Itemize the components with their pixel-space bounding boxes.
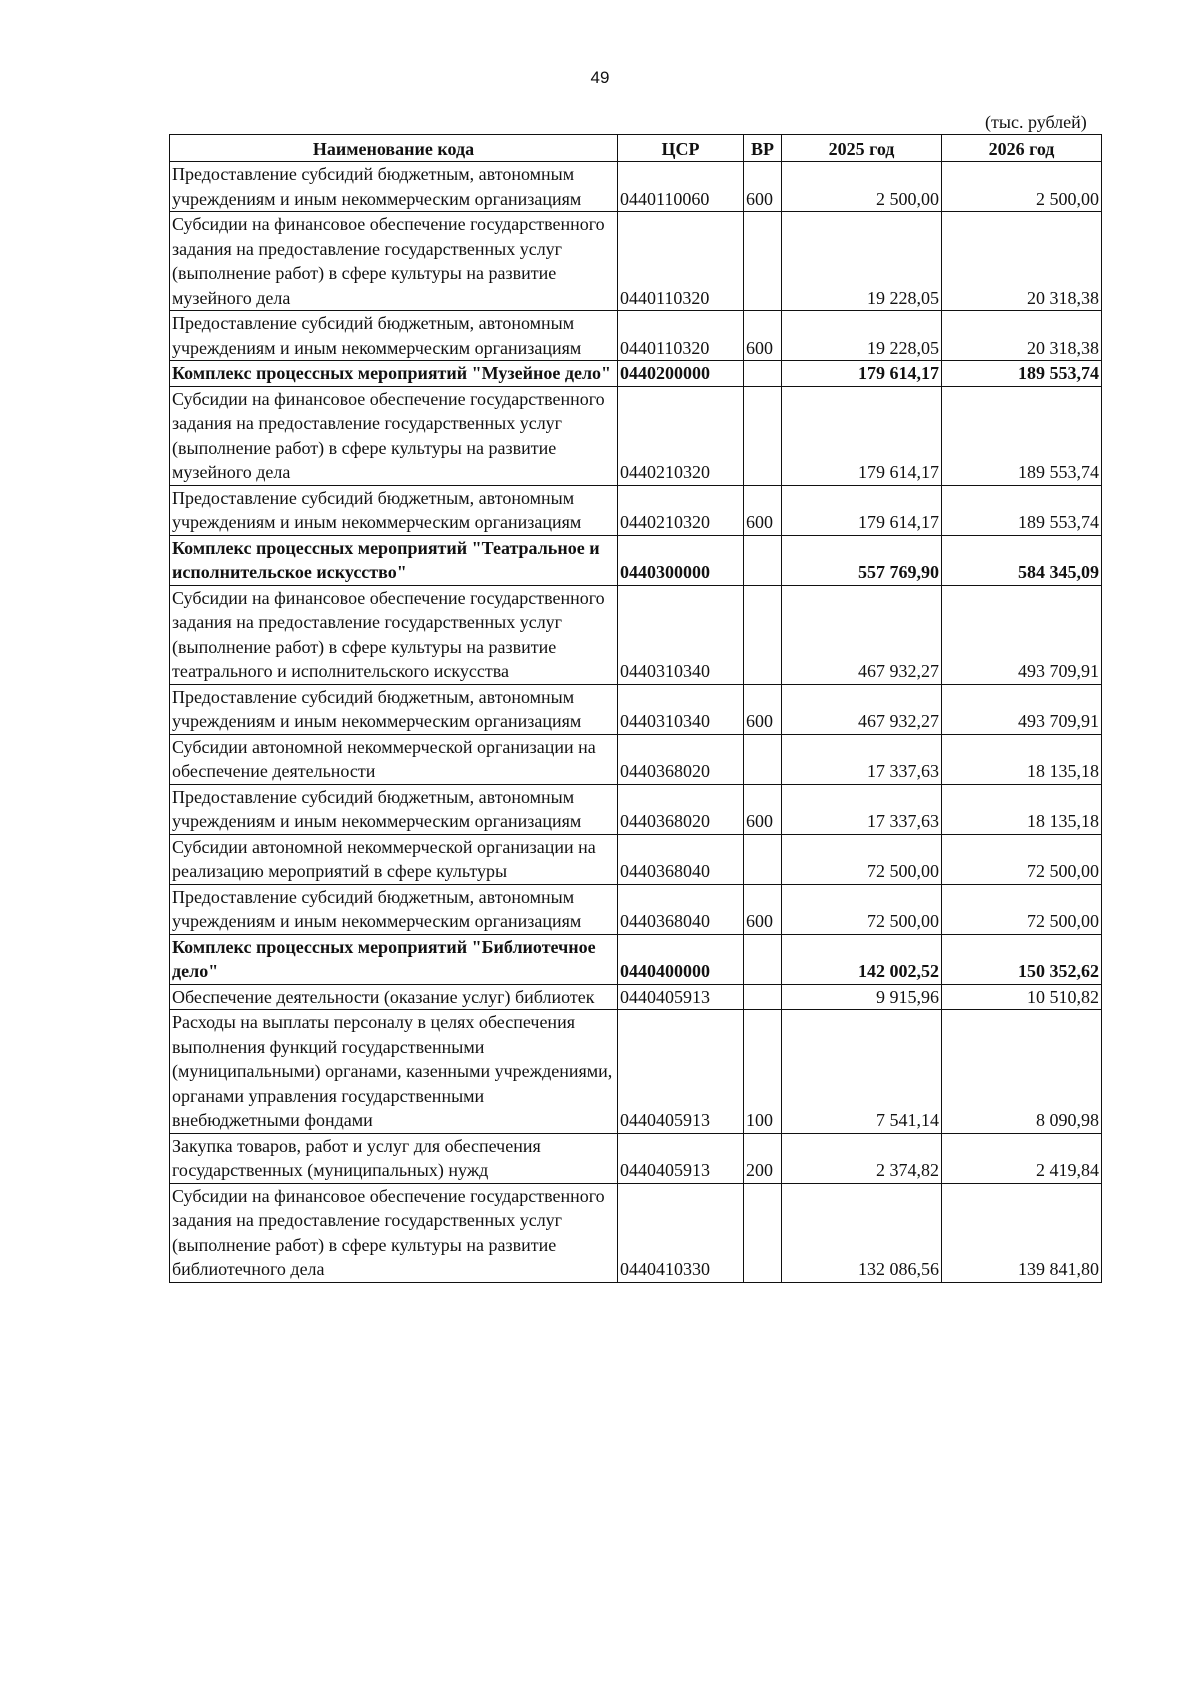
table-row xyxy=(170,361,1102,387)
table-row xyxy=(170,934,1102,984)
cell-csr: 0440368020 xyxy=(618,784,744,834)
cell-2025: 179 614,17 xyxy=(782,386,942,485)
table-row xyxy=(170,784,1102,834)
cell-vr xyxy=(744,361,782,387)
cell-2026: 72 500,00 xyxy=(942,884,1102,934)
cell-name: Предоставление субсидий бюджетным, автономным учреждениям и иным некоммерческим организациям xyxy=(170,162,618,212)
cell-vr: 600 xyxy=(744,784,782,834)
cell-name: Предоставление субсидий бюджетным, автономным учреждениям и иным некоммерческим организациям xyxy=(170,784,618,834)
table-row xyxy=(170,585,1102,684)
cell-2026: 584 345,09 xyxy=(942,535,1102,585)
table-row xyxy=(170,162,1102,212)
cell-name: Предоставление субсидий бюджетным, автономным учреждениям и иным некоммерческим организациям xyxy=(170,684,618,734)
table-row xyxy=(170,984,1102,1010)
header-vr: ВР xyxy=(744,135,782,162)
table-row xyxy=(170,1183,1102,1282)
header-2025: 2025 год xyxy=(782,135,942,162)
cell-2026: 20 318,38 xyxy=(942,311,1102,361)
cell-2025: 467 932,27 xyxy=(782,585,942,684)
cell-name: Комплекс процессных мероприятий "Библиотечное дело" xyxy=(170,934,618,984)
cell-2025: 9 915,96 xyxy=(782,984,942,1010)
cell-vr xyxy=(744,934,782,984)
cell-2026: 2 500,00 xyxy=(942,162,1102,212)
cell-vr xyxy=(744,212,782,311)
cell-2025: 132 086,56 xyxy=(782,1183,942,1282)
cell-2026: 72 500,00 xyxy=(942,834,1102,884)
cell-vr xyxy=(744,585,782,684)
cell-2025: 557 769,90 xyxy=(782,535,942,585)
cell-2025: 72 500,00 xyxy=(782,834,942,884)
page-number: 49 xyxy=(590,68,610,87)
table-row xyxy=(170,684,1102,734)
cell-name: Предоставление субсидий бюджетным, автономным учреждениям и иным некоммерческим организациям xyxy=(170,311,618,361)
cell-vr: 600 xyxy=(744,311,782,361)
cell-csr: 0440368040 xyxy=(618,884,744,934)
cell-2025: 2 500,00 xyxy=(782,162,942,212)
cell-name: Предоставление субсидий бюджетным, автономным учреждениям и иным некоммерческим организациям xyxy=(170,485,618,535)
cell-csr: 0440400000 xyxy=(618,934,744,984)
cell-vr xyxy=(744,834,782,884)
cell-csr: 0440310340 xyxy=(618,684,744,734)
cell-name: Расходы на выплаты персоналу в целях обеспечения выполнения функций государственными (муниципальными) органами, казенными учреждениями, органами управления государственными внебюджетными фондами xyxy=(170,1010,618,1134)
cell-csr: 0440210320 xyxy=(618,485,744,535)
cell-name: Субсидии автономной некоммерческой организации на обеспечение деятельности xyxy=(170,734,618,784)
cell-name: Закупка товаров, работ и услуг для обеспечения государственных (муниципальных) нужд xyxy=(170,1133,618,1183)
cell-csr: 0440368020 xyxy=(618,734,744,784)
cell-2025: 19 228,05 xyxy=(782,311,942,361)
header-name: Наименование кода xyxy=(170,135,618,162)
cell-name: Комплекс процессных мероприятий "Театральное и исполнительское искусство" xyxy=(170,535,618,585)
cell-name: Предоставление субсидий бюджетным, автономным учреждениям и иным некоммерческим организациям xyxy=(170,884,618,934)
cell-2025: 17 337,63 xyxy=(782,784,942,834)
table-row xyxy=(170,311,1102,361)
cell-name: Субсидии на финансовое обеспечение государственного задания на предоставление государственных услуг (выполнение работ) в сфере культуры на развитие музейного дела xyxy=(170,386,618,485)
cell-2026: 8 090,98 xyxy=(942,1010,1102,1134)
cell-2025: 179 614,17 xyxy=(782,361,942,387)
table-row xyxy=(170,884,1102,934)
cell-vr: 600 xyxy=(744,884,782,934)
cell-csr: 0440210320 xyxy=(618,386,744,485)
header-csr: ЦСР xyxy=(618,135,744,162)
cell-2026: 18 135,18 xyxy=(942,734,1102,784)
cell-2026: 18 135,18 xyxy=(942,784,1102,834)
cell-vr: 600 xyxy=(744,162,782,212)
cell-2026: 150 352,62 xyxy=(942,934,1102,984)
cell-2025: 7 541,14 xyxy=(782,1010,942,1134)
cell-vr xyxy=(744,734,782,784)
cell-name: Субсидии автономной некоммерческой организации на реализацию мероприятий в сфере культуры xyxy=(170,834,618,884)
cell-name: Комплекс процессных мероприятий "Музейное дело" xyxy=(170,361,618,387)
table-body xyxy=(170,162,1102,1283)
cell-2025: 179 614,17 xyxy=(782,485,942,535)
cell-csr: 0440110060 xyxy=(618,162,744,212)
cell-2026: 20 318,38 xyxy=(942,212,1102,311)
cell-vr xyxy=(744,1183,782,1282)
cell-name: Обеспечение деятельности (оказание услуг) библиотек xyxy=(170,984,618,1010)
table-row xyxy=(170,734,1102,784)
cell-2026: 139 841,80 xyxy=(942,1183,1102,1282)
cell-csr: 0440410330 xyxy=(618,1183,744,1282)
cell-2025: 142 002,52 xyxy=(782,934,942,984)
cell-csr: 0440405913 xyxy=(618,1010,744,1134)
cell-name: Субсидии на финансовое обеспечение государственного задания на предоставление государственных услуг (выполнение работ) в сфере культуры на развитие музейного дела xyxy=(170,212,618,311)
cell-2026: 189 553,74 xyxy=(942,386,1102,485)
cell-2026: 189 553,74 xyxy=(942,485,1102,535)
cell-csr: 0440405913 xyxy=(618,1133,744,1183)
cell-2026: 493 709,91 xyxy=(942,684,1102,734)
cell-vr xyxy=(744,535,782,585)
table-row xyxy=(170,212,1102,311)
cell-2026: 189 553,74 xyxy=(942,361,1102,387)
cell-csr: 0440300000 xyxy=(618,535,744,585)
table-row xyxy=(170,1010,1102,1134)
cell-2025: 17 337,63 xyxy=(782,734,942,784)
budget-table xyxy=(169,134,1102,1283)
header-2026: 2026 год xyxy=(942,135,1102,162)
cell-vr: 600 xyxy=(744,485,782,535)
cell-2025: 19 228,05 xyxy=(782,212,942,311)
cell-csr: 0440310340 xyxy=(618,585,744,684)
table-row xyxy=(170,1133,1102,1183)
cell-csr: 0440405913 xyxy=(618,984,744,1010)
cell-name: Субсидии на финансовое обеспечение государственного задания на предоставление государственных услуг (выполнение работ) в сфере культуры на развитие театрального и исполнительского искусства xyxy=(170,585,618,684)
cell-2025: 2 374,82 xyxy=(782,1133,942,1183)
cell-2026: 2 419,84 xyxy=(942,1133,1102,1183)
table-row xyxy=(170,535,1102,585)
cell-csr: 0440200000 xyxy=(618,361,744,387)
cell-vr: 200 xyxy=(744,1133,782,1183)
cell-2026: 10 510,82 xyxy=(942,984,1102,1010)
cell-name: Субсидии на финансовое обеспечение государственного задания на предоставление государственных услуг (выполнение работ) в сфере культуры на развитие библиотечного дела xyxy=(170,1183,618,1282)
table-row xyxy=(170,834,1102,884)
table-header-row xyxy=(170,135,1102,162)
cell-csr: 0440110320 xyxy=(618,311,744,361)
cell-2025: 467 932,27 xyxy=(782,684,942,734)
table-row xyxy=(170,485,1102,535)
cell-csr: 0440368040 xyxy=(618,834,744,884)
cell-2026: 493 709,91 xyxy=(942,585,1102,684)
cell-2025: 72 500,00 xyxy=(782,884,942,934)
table-row xyxy=(170,386,1102,485)
cell-vr xyxy=(744,984,782,1010)
cell-vr: 100 xyxy=(744,1010,782,1134)
cell-csr: 0440110320 xyxy=(618,212,744,311)
units-label: (тыс. рублей) xyxy=(985,112,1087,132)
cell-vr: 600 xyxy=(744,684,782,734)
cell-vr xyxy=(744,386,782,485)
